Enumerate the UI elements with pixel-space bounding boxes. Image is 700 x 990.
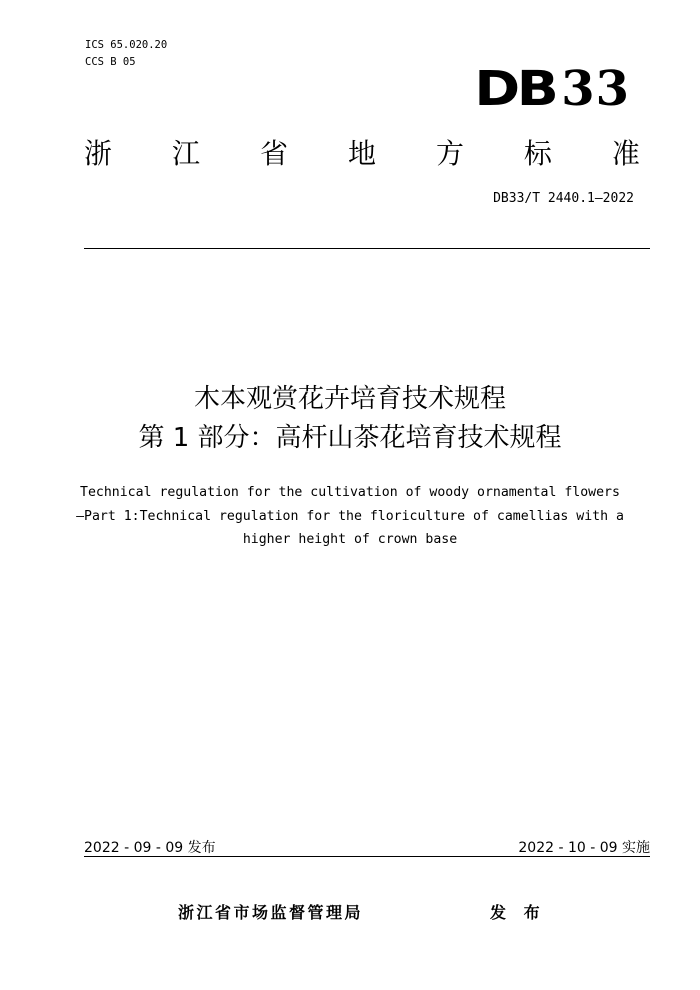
standard-type-char: 准 [611, 137, 640, 170]
issue-date: 2022 - 09 - 09 发布 [84, 840, 216, 856]
title-cn-line2: 第 1 部分：高杆山茶花培育技术规程 [138, 423, 562, 453]
db-logo [474, 61, 630, 117]
standard-type-char: 浙 [84, 137, 113, 170]
issuer: 浙江省市场监督管理局 [178, 903, 364, 922]
standard-type-char: 地 [347, 137, 376, 170]
top-divider [84, 248, 650, 249]
standard-type-char: 标 [523, 137, 552, 170]
bottom-divider [84, 856, 650, 857]
standard-type [84, 134, 640, 174]
issued-label: 发 布 [490, 903, 546, 922]
standard-type-char: 方 [435, 137, 464, 170]
db-logo-letters: DB [474, 61, 556, 117]
standard-code: DB33/T 2440.1—2022 [493, 191, 634, 206]
standard-type-char: 江 [171, 137, 200, 170]
ics-code: ICS 65.020.20 [85, 39, 168, 51]
standard-type-char: 省 [259, 137, 288, 170]
title-cn-line1: 木本观赏花卉培育技术规程 [193, 384, 506, 414]
db-logo-number: 33 [561, 61, 630, 117]
implementation-date: 2022 - 10 - 09 实施 [518, 840, 650, 856]
title-en: Technical regulation for the cultivation of woody ornamental flowers —Part 1:Technical regulation for the floriculture of camellias with a higher height of crown base [76, 485, 624, 547]
ccs-code: CCS B 05 [85, 56, 136, 68]
